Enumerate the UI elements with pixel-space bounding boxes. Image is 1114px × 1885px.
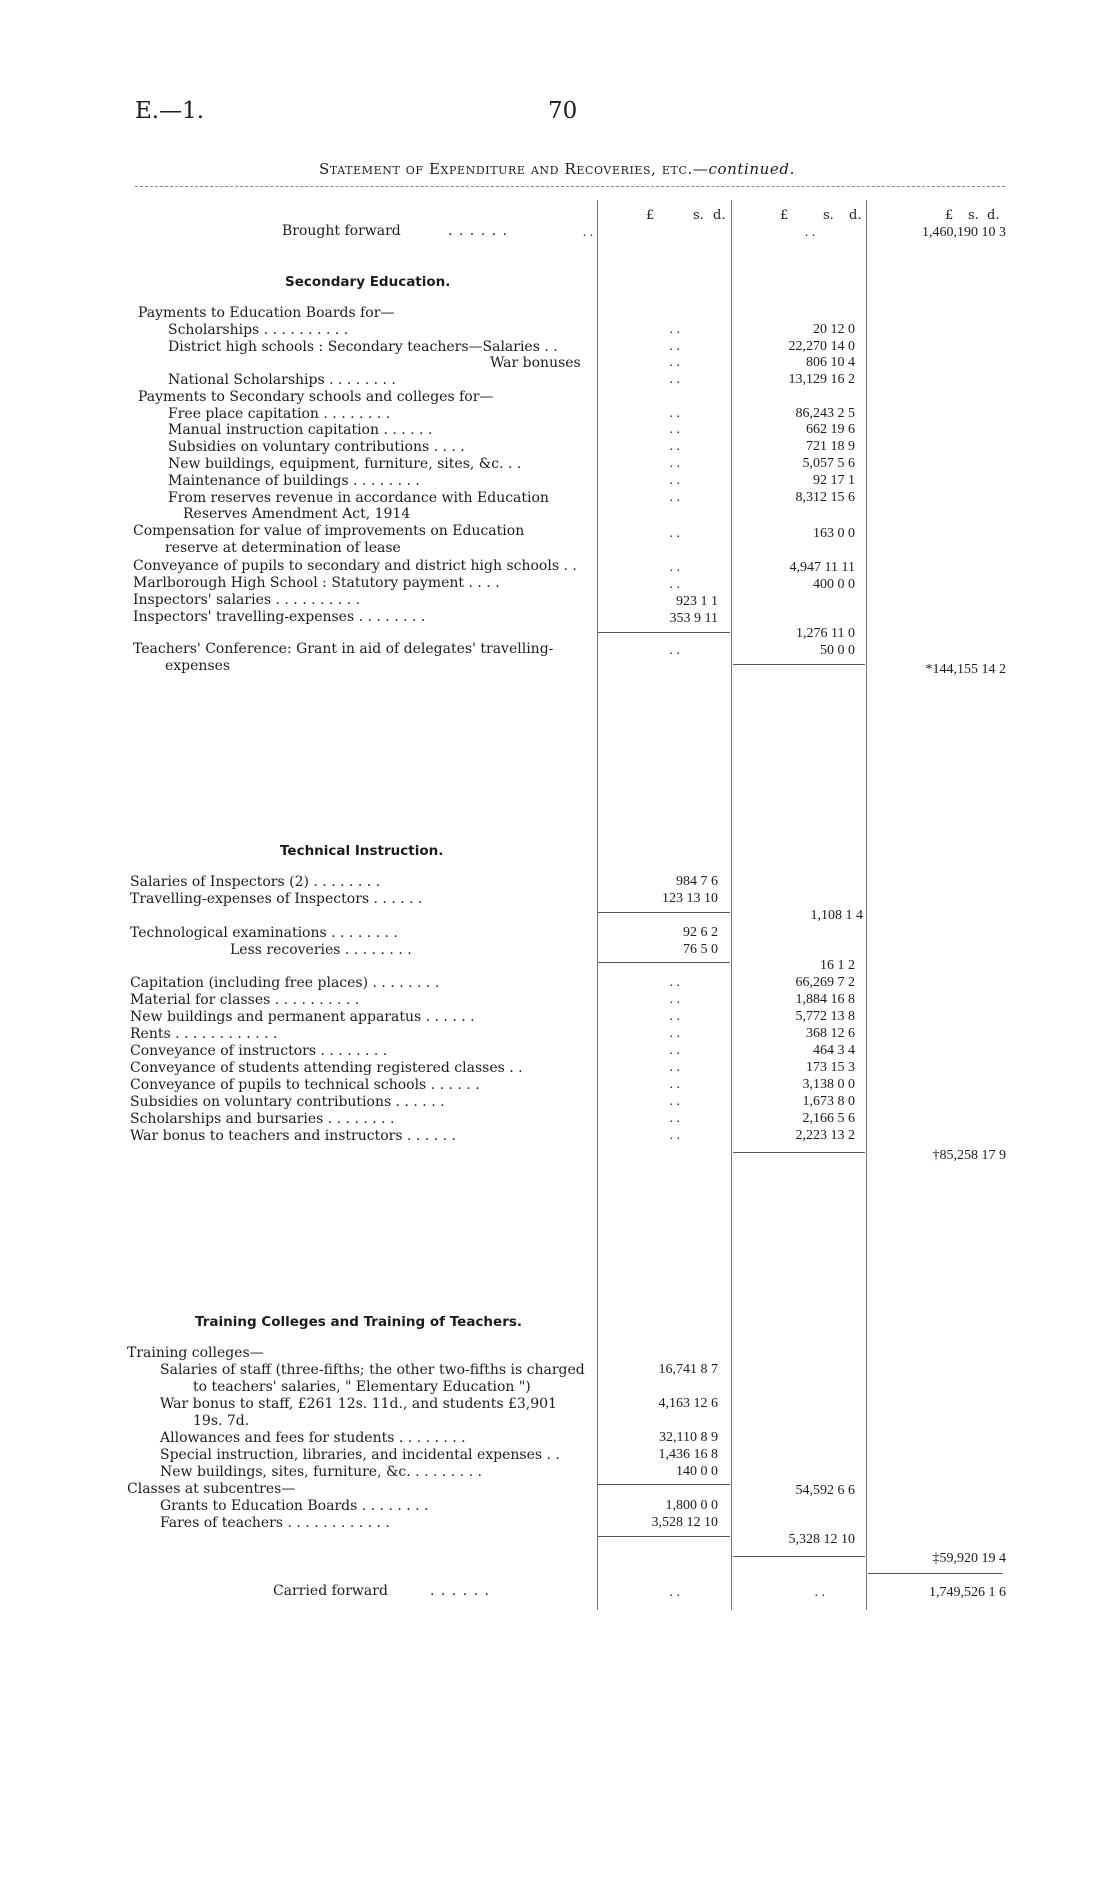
- sec-row-label: War bonuses: [490, 355, 581, 371]
- tech-row-label: War bonus to teachers and instructors . . . . . .: [130, 1128, 456, 1144]
- sec-row-c1: . .: [669, 422, 680, 437]
- page-title: [0, 160, 1114, 178]
- tech-row-c2: 464 3 4: [813, 1043, 855, 1058]
- sec-row-c2: 22,270 14 0: [788, 339, 855, 354]
- sec-row-c1: . .: [669, 372, 680, 387]
- tech-row-c1: . .: [669, 1111, 680, 1126]
- sec-row-c2: 20 12 0: [813, 322, 855, 337]
- tech-row-c1: . .: [669, 1009, 680, 1024]
- sec-row-c1: . .: [669, 490, 680, 505]
- sec-row-c1: . .: [669, 577, 680, 592]
- train-row-label: Training colleges—: [127, 1345, 264, 1361]
- tech-row-label: Conveyance of students attending registered classes . .: [130, 1060, 523, 1076]
- brought-forward-dots: . . . . . .: [448, 223, 508, 239]
- sec-row-c1: . .: [669, 339, 680, 354]
- tech-row-c2: 1,108 1 4: [810, 908, 863, 923]
- secondary-total: *144,155 14 2: [925, 662, 1006, 677]
- tech-row-c1: . .: [669, 975, 680, 990]
- train-row-label: Salaries of staff (three-fifths; the other two-fifths is charged: [160, 1362, 585, 1378]
- tech-row-label: New buildings and permanent apparatus . . . . . .: [130, 1009, 475, 1025]
- train-row-label: Allowances and fees for students . . . . . . . .: [160, 1430, 466, 1446]
- document-reference: E.—1.: [135, 98, 205, 124]
- train-subtotal-rule-1: [598, 1484, 730, 1485]
- sec-row-label: Subsidies on voluntary contributions . . . .: [168, 439, 465, 455]
- sec-row-label: reserve at determination of lease: [165, 540, 401, 556]
- sec-row-c1: . .: [669, 355, 680, 370]
- tech-row-label: Conveyance of pupils to technical schools . . . . . .: [130, 1077, 480, 1093]
- tech-row-label: Travelling-expenses of Inspectors . . . . . .: [130, 891, 423, 907]
- sec-subtotal-rule: [598, 632, 730, 633]
- tech-row-label: Scholarships and bursaries . . . . . . . .: [130, 1111, 395, 1127]
- tech-row-c1: . .: [669, 1026, 680, 1041]
- train-row-label: Grants to Education Boards . . . . . . . .: [160, 1498, 429, 1514]
- train-row-c1: 1,436 16 8: [658, 1447, 718, 1462]
- sec-row-c2: 5,057 5 6: [802, 456, 855, 471]
- brought-forward-c1: . .: [582, 225, 594, 240]
- train-row-label: New buildings, sites, furniture, &c. . . . . . . . .: [160, 1464, 482, 1480]
- tech-row-c2: 1,673 8 0: [802, 1094, 855, 1109]
- train-row-c1: 140 0 0: [676, 1464, 718, 1479]
- carried-forward-c1: . .: [669, 1585, 680, 1600]
- sec-row-label: Manual instruction capitation . . . . . .: [168, 422, 433, 438]
- train-row-c1: 1,800 0 0: [665, 1498, 718, 1513]
- sec-row-c2: 8,312 15 6: [795, 490, 855, 505]
- train-row-label: Fares of teachers . . . . . . . . . . . .: [160, 1515, 390, 1531]
- tech-row-c1: . .: [669, 1077, 680, 1092]
- sec-total-rule: [733, 664, 865, 665]
- brought-forward-label: Brought forward: [282, 223, 401, 239]
- tech-total-rule: [733, 1152, 865, 1153]
- col1-pence: d.: [713, 208, 726, 223]
- tech-row-c2: 1,884 16 8: [795, 992, 855, 1007]
- technical-total: †85,258 17 9: [932, 1148, 1006, 1163]
- train-row-c2: 5,328 12 10: [788, 1532, 855, 1547]
- tech-row-label: Technological examinations . . . . . . . .: [130, 925, 398, 941]
- tech-row-c1: 123 13 10: [662, 891, 718, 906]
- col3-pence: d.: [987, 208, 1000, 223]
- sec-row-label: Teachers' Conference: Grant in aid of delegates' travelling-: [133, 641, 554, 657]
- tech-row-c2: 5,772 13 8: [795, 1009, 855, 1024]
- sec-row-label: Inspectors' salaries . . . . . . . . . .: [133, 592, 361, 608]
- sec-row-c1: . .: [669, 473, 680, 488]
- sec-row-label: District high schools : Secondary teachers—Salaries . .: [168, 339, 558, 355]
- title-continued: continued.: [708, 160, 795, 178]
- train-row-label: Special instruction, libraries, and incidental expenses . .: [160, 1447, 560, 1463]
- tech-row-c2: 2,166 5 6: [802, 1111, 855, 1126]
- sec-row-label: Payments to Secondary schools and colleges for—: [138, 389, 494, 405]
- technical-heading: Technical Instruction.: [280, 843, 444, 859]
- tech-row-c2: 368 12 6: [806, 1026, 855, 1041]
- sec-row-c1: . .: [669, 560, 680, 575]
- tech-row-label: Material for classes . . . . . . . . . .: [130, 992, 360, 1008]
- sec-row-label: National Scholarships . . . . . . . .: [168, 372, 396, 388]
- tech-row-c1: 76 5 0: [683, 942, 718, 957]
- tech-row-c2: 16 1 2: [820, 958, 855, 973]
- sec-row-c1: 353 9 11: [669, 611, 718, 626]
- sec-row-label: Inspectors' travelling-expenses . . . . . . . .: [133, 609, 426, 625]
- sec-row-label: Marlborough High School : Statutory payment . . . .: [133, 575, 500, 591]
- col3-pound: £: [945, 208, 954, 223]
- header-rule: [135, 186, 1005, 187]
- col3-shillings: s.: [968, 208, 979, 223]
- tech-row-label: Salaries of Inspectors (2) . . . . . . . .: [130, 874, 381, 890]
- sec-row-c1: . .: [669, 322, 680, 337]
- training-heading: Training Colleges and Training of Teachers.: [195, 1314, 523, 1330]
- training-total: ‡59,920 19 4: [932, 1551, 1006, 1566]
- tech-row-c1: . .: [669, 1128, 680, 1143]
- sec-row-label: Reserves Amendment Act, 1914: [183, 506, 411, 522]
- col2-pence: d.: [849, 208, 862, 223]
- carried-forward-label: Carried forward: [273, 1583, 388, 1599]
- sec-row-label: Free place capitation . . . . . . . .: [168, 406, 391, 422]
- sec-row-c2: 721 18 9: [806, 439, 855, 454]
- sec-row-label: Scholarships . . . . . . . . . .: [168, 322, 349, 338]
- train-row-c1: 16,741 8 7: [658, 1362, 718, 1377]
- train-row-label: to teachers' salaries, " Elementary Education "): [193, 1379, 531, 1395]
- tech-row-c2: 173 15 3: [806, 1060, 855, 1075]
- sec-row-c1: 923 1 1: [676, 594, 718, 609]
- col1-shillings: s.: [693, 208, 704, 223]
- tech-row-c1: 984 7 6: [676, 874, 718, 889]
- sec-row-label: Maintenance of buildings . . . . . . . .: [168, 473, 420, 489]
- tech-row-c1: . .: [669, 1060, 680, 1075]
- title-main: Statement of Expenditure and Recoveries, etc.—: [319, 160, 709, 178]
- tech-row-label: Subsidies on voluntary contributions . . . . . .: [130, 1094, 445, 1110]
- sec-row-label: expenses: [165, 658, 231, 674]
- sec-row-c2: 662 19 6: [806, 422, 855, 437]
- brought-forward-c2: . .: [804, 225, 816, 240]
- sec-row-c2: 1,276 11 0: [796, 626, 855, 641]
- train-row-c1: 3,528 12 10: [651, 1515, 718, 1530]
- col2-pound: £: [780, 208, 789, 223]
- tech-row-label: Capitation (including free places) . . . . . . . .: [130, 975, 440, 991]
- carried-forward-rule: [868, 1573, 1003, 1574]
- column-rule-2: [731, 200, 732, 1610]
- train-row-c2: 54,592 6 6: [795, 1483, 855, 1498]
- train-total-rule: [733, 1556, 865, 1557]
- sec-row-c2: 13,129 16 2: [788, 372, 855, 387]
- carried-forward-dots: . . . . . .: [430, 1583, 490, 1599]
- train-subtotal-rule-2: [598, 1536, 730, 1537]
- sec-row-c1: . .: [669, 643, 680, 658]
- brought-forward-total: 1,460,190 10 3: [922, 225, 1006, 240]
- carried-forward-total: 1,749,526 1 6: [929, 1585, 1006, 1600]
- tech-row-c2: 2,223 13 2: [795, 1128, 855, 1143]
- tech-row-label: Less recoveries . . . . . . . .: [230, 942, 412, 958]
- sec-row-label: Conveyance of pupils to secondary and district high schools . .: [133, 558, 577, 574]
- sec-row-label: New buildings, equipment, furniture, sites, &c. . .: [168, 456, 522, 472]
- sec-row-label: Compensation for value of improvements on Education: [133, 523, 525, 539]
- tech-row-c1: . .: [669, 1094, 680, 1109]
- sec-row-c2: 806 10 4: [806, 355, 855, 370]
- col2-shillings: s.: [823, 208, 834, 223]
- column-rule-3: [866, 200, 867, 1610]
- sec-row-label: Payments to Education Boards for—: [138, 305, 395, 321]
- tech-row-c2: 3,138 0 0: [802, 1077, 855, 1092]
- train-row-label: 19s. 7d.: [193, 1413, 250, 1429]
- train-row-label: Classes at subcentres—: [127, 1481, 296, 1497]
- sec-row-c1: . .: [669, 456, 680, 471]
- train-row-c1: 4,163 12 6: [658, 1396, 718, 1411]
- train-row-label: War bonus to staff, £261 12s. 11d., and students £3,901: [160, 1396, 557, 1412]
- sec-row-c2: 4,947 11 11: [789, 560, 855, 575]
- sec-row-label: From reserves revenue in accordance with Education: [168, 490, 549, 506]
- tech-row-label: Rents . . . . . . . . . . . .: [130, 1026, 278, 1042]
- page-number: 70: [548, 98, 578, 124]
- col1-pound: £: [646, 208, 655, 223]
- sec-row-c2: 163 0 0: [813, 526, 855, 541]
- sec-row-c1: . .: [669, 439, 680, 454]
- sec-row-c2: 92 17 1: [813, 473, 855, 488]
- tech-row-label: Conveyance of instructors . . . . . . . .: [130, 1043, 388, 1059]
- tech-row-c2: 66,269 7 2: [795, 975, 855, 990]
- tech-row-c1: . .: [669, 1043, 680, 1058]
- sec-row-c1: . .: [669, 406, 680, 421]
- train-row-c1: 32,110 8 9: [659, 1430, 718, 1445]
- sec-row-c2: 50 0 0: [820, 643, 855, 658]
- sec-row-c2: 86,243 2 5: [795, 406, 855, 421]
- sec-row-c2: 400 0 0: [813, 577, 855, 592]
- tech-subtotal-rule-2: [598, 962, 730, 963]
- tech-row-c1: 92 6 2: [683, 925, 718, 940]
- secondary-heading: Secondary Education.: [285, 274, 451, 290]
- tech-row-c1: . .: [669, 992, 680, 1007]
- carried-forward-c2: . .: [814, 1585, 825, 1600]
- sec-row-c1: . .: [669, 526, 680, 541]
- tech-subtotal-rule-1: [598, 912, 730, 913]
